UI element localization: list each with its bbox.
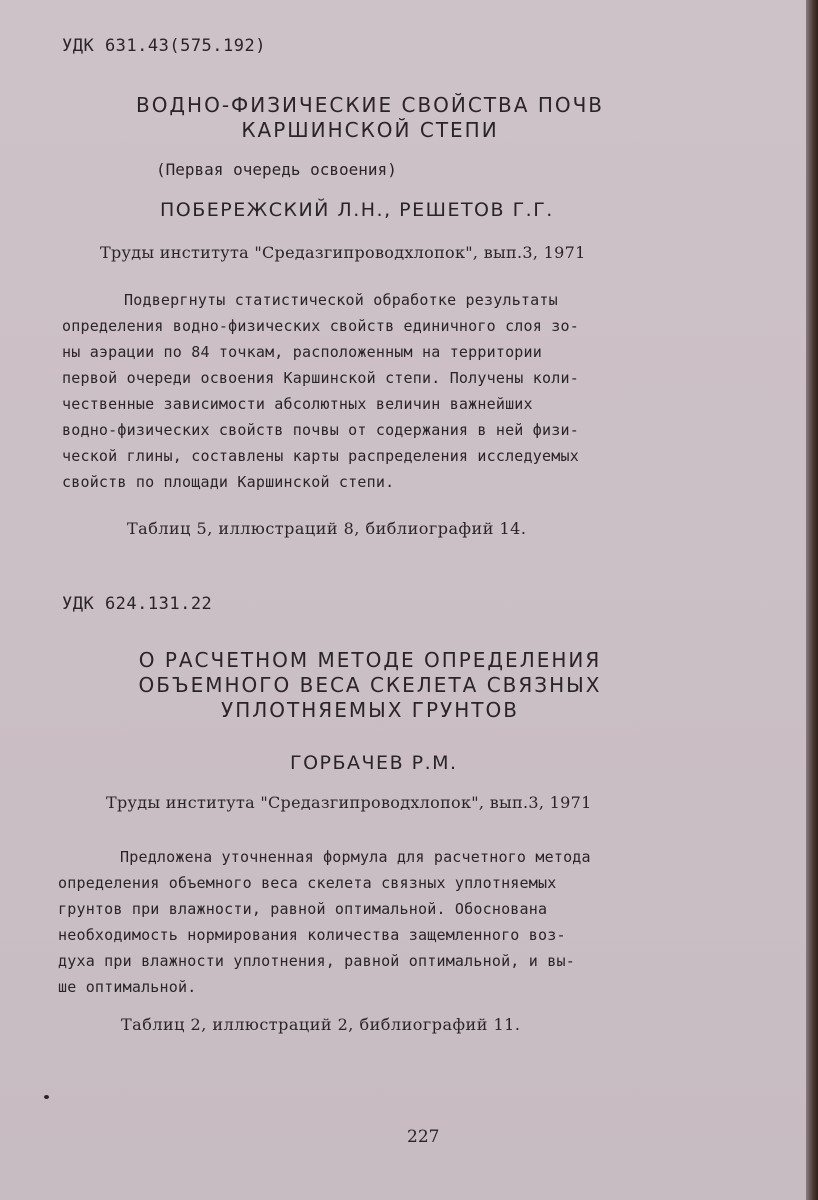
abstract-line: первой очереди освоения Каршинской степи. Получены коли- bbox=[62, 369, 579, 387]
abstract-line: определения водно-физических свойств единичного слоя зо- bbox=[62, 317, 579, 335]
abstract-line: ше оптимальной. bbox=[58, 978, 197, 996]
tables-note: Таблиц 5, иллюстраций 8, библиографий 14. bbox=[127, 519, 527, 538]
article-title-line: ОБЪЕМНОГО ВЕСА СКЕЛЕТА СВЯЗНЫХ bbox=[138, 673, 602, 697]
abstract-line: духа при влажности уплотнения, равной оптимальной, и вы- bbox=[58, 952, 575, 970]
abstract-line: чественные зависимости абсолютных величин важнейших bbox=[62, 395, 533, 413]
abstract-line: ны аэрации по 84 точкам, расположенным на территории bbox=[62, 343, 542, 361]
article-abstract bbox=[58, 844, 591, 1000]
article-source: Труды института "Средазгипроводхлопок", вып.3, 1971 bbox=[106, 793, 592, 812]
abstract-line: Подвергнуты статистической обработке результаты bbox=[124, 291, 558, 309]
article-title-line: УПЛОТНЯЕМЫХ ГРУНТОВ bbox=[221, 698, 519, 722]
udk-code: УДК 631.43(575.192) bbox=[62, 36, 266, 56]
article-title bbox=[100, 93, 640, 143]
abstract-line: необходимость нормирования количества защемленного воз- bbox=[58, 926, 566, 944]
article-source: Труды института "Средазгипроводхлопок", вып.3, 1971 bbox=[100, 243, 586, 262]
abstract-line: ческой глины, составлены карты распределения исследуемых bbox=[62, 447, 579, 465]
tables-note: Таблиц 2, иллюстраций 2, библиографий 11. bbox=[121, 1015, 521, 1034]
article-title-line: КАРШИНСКОЙ СТЕПИ bbox=[241, 118, 499, 142]
abstract-line: определения объемного веса скелета связных уплотняемых bbox=[58, 874, 557, 892]
abstract-line: водно-физических свойств почвы от содержания в ней физи- bbox=[62, 421, 579, 439]
abstract-line: свойств по площади Каршинской степи. bbox=[62, 473, 395, 491]
article-title-line: О РАСЧЕТНОМ МЕТОДЕ ОПРЕДЕЛЕНИЯ bbox=[138, 648, 602, 672]
article-authors: ГОРБАЧЕВ Р.М. bbox=[290, 752, 458, 774]
article-title-line: ВОДНО-ФИЗИЧЕСКИЕ СВОЙСТВА ПОЧВ bbox=[135, 93, 605, 117]
article-title bbox=[100, 648, 640, 723]
page-number: 227 bbox=[407, 1127, 440, 1147]
udk-code: УДК 624.131.22 bbox=[62, 594, 213, 614]
article-abstract bbox=[62, 287, 579, 495]
ink-speck bbox=[44, 1095, 49, 1099]
article-subtitle: (Первая очередь освоения) bbox=[156, 160, 397, 179]
abstract-line: грунтов при влажности, равной оптимальной. Обоснована bbox=[58, 900, 548, 918]
abstract-line: Предложена уточненная формула для расчетного метода bbox=[120, 848, 591, 866]
book-spine-edge bbox=[806, 0, 818, 1200]
article-authors: ПОБЕРЕЖСКИЙ Л.Н., РЕШЕТОВ Г.Г. bbox=[160, 199, 554, 221]
